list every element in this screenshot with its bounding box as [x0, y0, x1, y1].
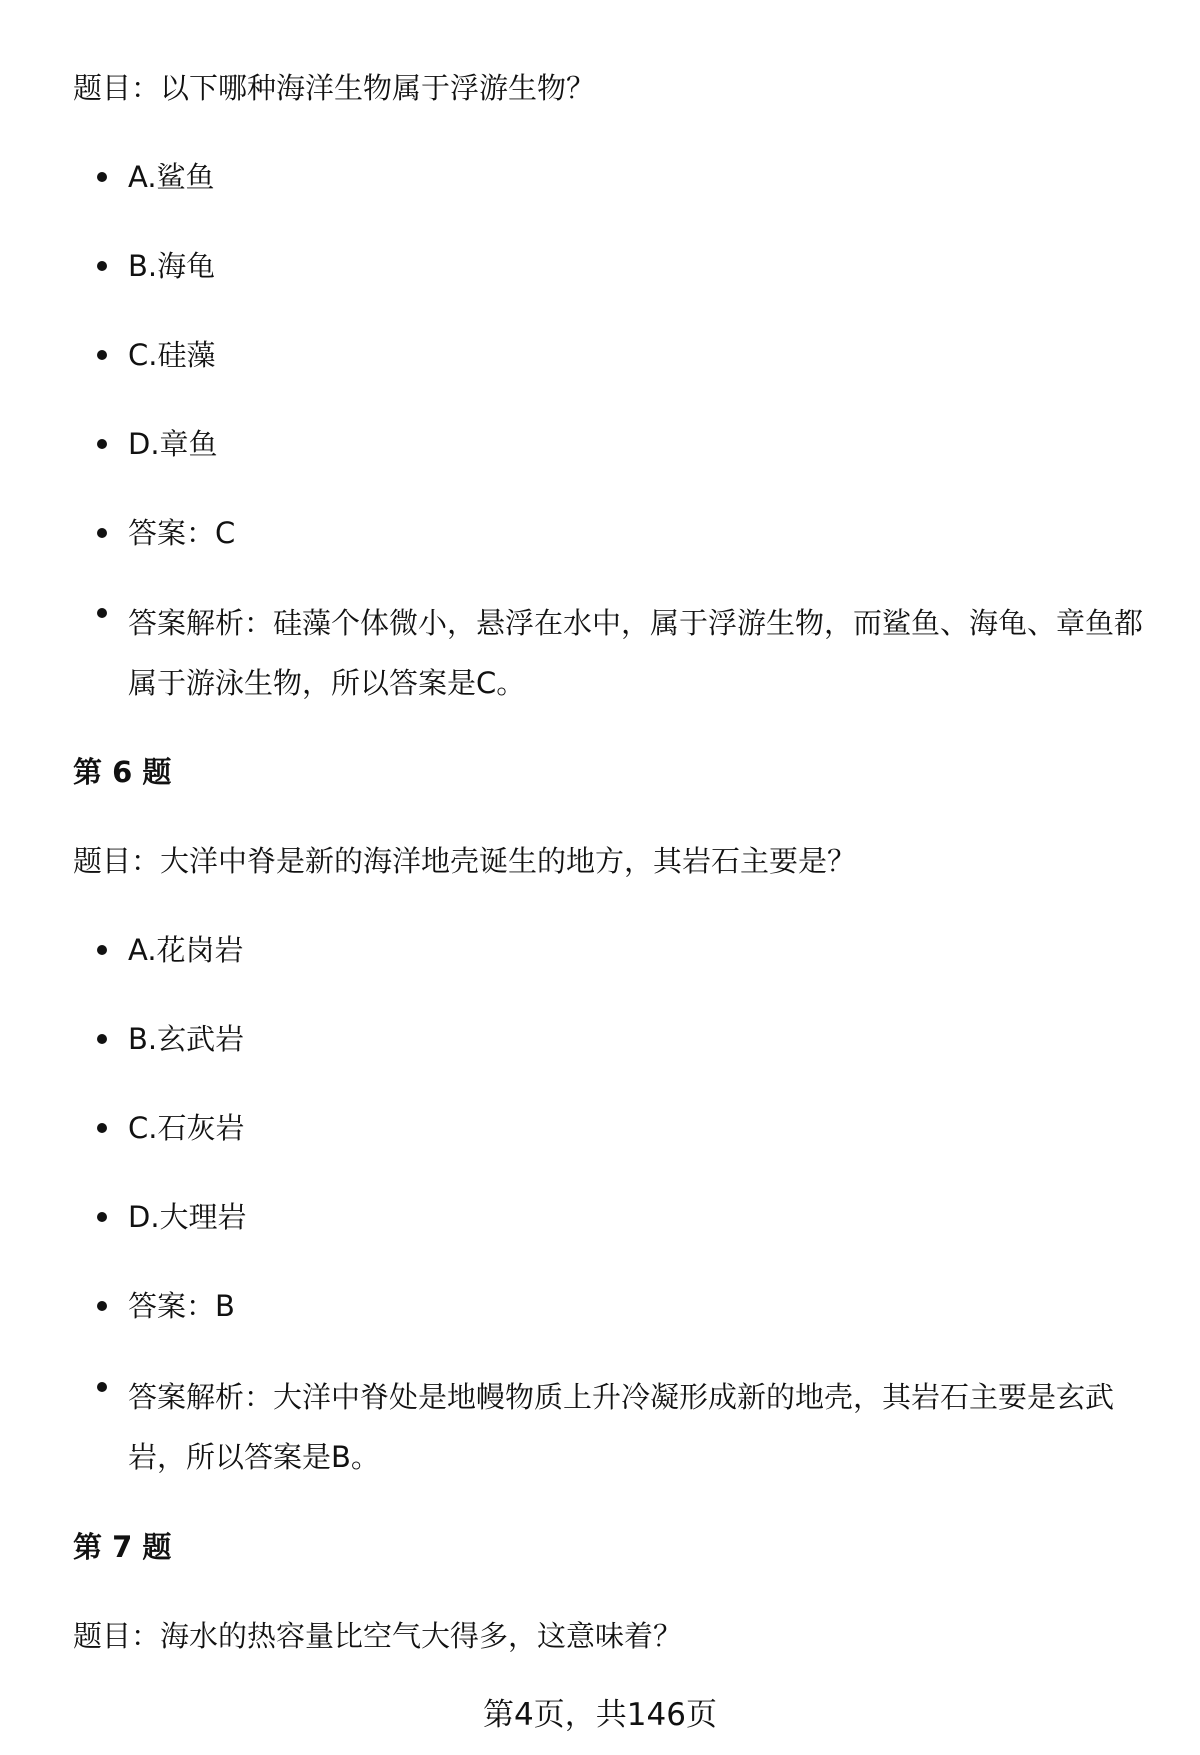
question-6-option-b: B.玄武岩	[128, 1019, 244, 1059]
question-6-explanation: 答案解析：大洋中脊处是地幔物质上升冷凝形成新的地壳，其岩石主要是玄武岩，所以答案是B。	[128, 1367, 1148, 1487]
question-7-text: 题目：海水的热容量比空气大得多，这意味着？	[73, 1619, 683, 1653]
question-5-text: 题目：以下哪种海洋生物属于浮游生物？	[73, 71, 596, 105]
question-6-heading: 第 6 题	[73, 755, 172, 789]
question-6-option-c: C.石灰岩	[128, 1108, 244, 1148]
question-5-option-b: B.海龟	[128, 246, 215, 286]
question-5-option-a: A.鲨鱼	[128, 157, 215, 197]
question-6-option-a: A.花岗岩	[128, 930, 244, 970]
question-5-option-d: D.章鱼	[128, 424, 218, 464]
question-6-answer: 答案：B	[128, 1286, 235, 1326]
question-6-option-d: D.大理岩	[128, 1197, 247, 1237]
question-7-heading: 第 7 题	[73, 1530, 172, 1564]
question-6-text: 题目：大洋中脊是新的海洋地壳诞生的地方，其岩石主要是？	[73, 844, 857, 878]
question-5-explanation: 答案解析：硅藻个体微小，悬浮在水中，属于浮游生物，而鲨鱼、海龟、章鱼都属于游泳生物，所以答案是C。	[128, 593, 1148, 713]
question-5-option-c: C.硅藻	[128, 335, 215, 375]
page-footer: 第4页，共146页	[483, 1697, 717, 1733]
question-5-answer: 答案：C	[128, 513, 235, 553]
